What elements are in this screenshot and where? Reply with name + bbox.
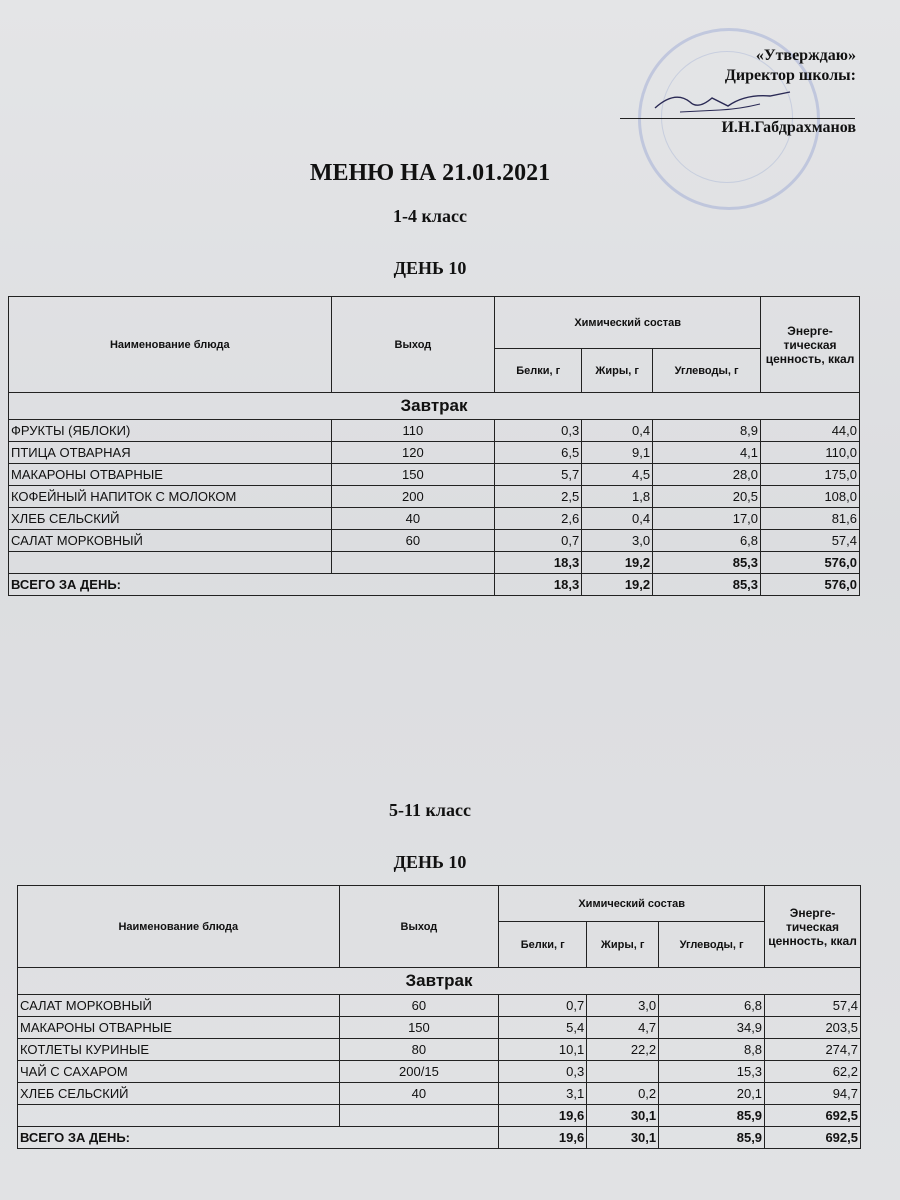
cell-name: ПТИЦА ОТВАРНАЯ [9,442,332,464]
header-output: Выход [339,886,499,968]
table-row [9,420,860,442]
cell-energy: 57,4 [765,995,861,1017]
table-row [18,995,861,1017]
cell-output: 60 [339,995,499,1017]
header-protein: Белки, г [499,922,587,968]
day-heading-2: ДЕНЬ 10 [393,852,467,872]
rows-1-4 [9,420,860,552]
cell-name: САЛАТ МОРКОВНЫЙ [9,530,332,552]
day-total-row [18,1127,861,1149]
cell-output: 60 [331,530,495,552]
cell-fat [587,1061,659,1083]
cell-output: 80 [339,1039,499,1061]
cell-carbs: 8,9 [653,420,761,442]
day-total-label: ВСЕГО ЗА ДЕНЬ: [9,574,495,596]
table-row [9,508,860,530]
subtotal-energy: 692,5 [765,1105,861,1127]
header-protein: Белки, г [495,349,582,393]
cell-name: КОТЛЕТЫ КУРИНЫЕ [18,1039,340,1061]
table-row [9,486,860,508]
table-row [18,1083,861,1105]
cell-protein: 6,5 [495,442,582,464]
table-row [18,1061,861,1083]
day-heading-1: ДЕНЬ 10 [393,258,467,278]
header-carbs: Углеводы, г [659,922,765,968]
meal-label: Завтрак [18,968,861,995]
cell-protein: 0,3 [499,1061,587,1083]
cell-protein: 0,3 [495,420,582,442]
menu-title: МЕНЮ НА 21.01.2021 [309,160,551,186]
meal-label: Завтрак [9,393,860,420]
subtotal-carbs: 85,9 [659,1105,765,1127]
approval-line1: «Утверждаю» [755,47,856,64]
cell-name: ФРУКТЫ (ЯБЛОКИ) [9,420,332,442]
cell-name: ХЛЕБ СЕЛЬСКИЙ [9,508,332,530]
cell-output: 110 [331,420,495,442]
cell-protein: 3,1 [499,1083,587,1105]
total-carbs: 85,9 [659,1127,765,1149]
cell-energy: 274,7 [765,1039,861,1061]
cell-energy: 108,0 [761,486,860,508]
cell-protein: 5,7 [495,464,582,486]
subtotal-carbs: 85,3 [653,552,761,574]
cell-energy: 203,5 [765,1017,861,1039]
cell-output: 120 [331,442,495,464]
cell-carbs: 6,8 [659,995,765,1017]
header-carbs: Углеводы, г [653,349,761,393]
cell-fat: 3,0 [582,530,653,552]
cell-output: 150 [331,464,495,486]
total-energy: 576,0 [761,574,860,596]
cell-fat: 0,4 [582,420,653,442]
cell-output: 40 [331,508,495,530]
total-protein: 19,6 [499,1127,587,1149]
cell-protein: 10,1 [499,1039,587,1061]
table-row [9,442,860,464]
header-chem: Химический состав [499,886,765,922]
cell-carbs: 8,8 [659,1039,765,1061]
grade-5-11-heading: 5-11 класс [389,800,471,820]
table-row [9,530,860,552]
subtotal-row [9,552,860,574]
cell-energy: 94,7 [765,1083,861,1105]
subtotal-fat: 19,2 [582,552,653,574]
cell-name: КОФЕЙНЫЙ НАПИТОК С МОЛОКОМ [9,486,332,508]
cell-energy: 44,0 [761,420,860,442]
cell-name: ЧАЙ С САХАРОМ [18,1061,340,1083]
cell-carbs: 17,0 [653,508,761,530]
day-total-row [9,574,860,596]
total-protein: 18,3 [495,574,582,596]
cell-carbs: 15,3 [659,1061,765,1083]
cell-fat: 1,8 [582,486,653,508]
cell-output: 200/15 [339,1061,499,1083]
header-name: Наименование блюда [18,886,340,968]
subtotal-energy: 576,0 [761,552,860,574]
cell-fat: 9,1 [582,442,653,464]
cell-energy: 81,6 [761,508,860,530]
header-chem: Химический состав [495,297,761,349]
cell-energy: 110,0 [761,442,860,464]
header-fat: Жиры, г [582,349,653,393]
approval-line2: Директор школы: [724,67,856,84]
subtotal-protein: 19,6 [499,1105,587,1127]
cell-protein: 0,7 [495,530,582,552]
menu-table-5-11 [17,885,861,1149]
header-fat: Жиры, г [587,922,659,968]
rows-5-11 [18,995,861,1105]
header-energy: Энерге-тическая ценность, ккал [761,297,860,393]
menu-table-1-4 [8,296,860,596]
grade-1-4-heading: 1-4 класс [393,206,467,226]
approval-block [725,46,856,86]
cell-output: 150 [339,1017,499,1039]
header-output: Выход [331,297,495,393]
signer-name: И.Н.Габдрахманов [721,119,856,136]
cell-name: САЛАТ МОРКОВНЫЙ [18,995,340,1017]
cell-carbs: 28,0 [653,464,761,486]
total-fat: 30,1 [587,1127,659,1149]
total-fat: 19,2 [582,574,653,596]
subtotal-protein: 18,3 [495,552,582,574]
header-energy: Энерге-тическая ценность, ккал [765,886,861,968]
total-energy: 692,5 [765,1127,861,1149]
cell-fat: 22,2 [587,1039,659,1061]
cell-energy: 175,0 [761,464,860,486]
cell-carbs: 34,9 [659,1017,765,1039]
table-row [18,1039,861,1061]
subtotal-fat: 30,1 [587,1105,659,1127]
cell-protein: 2,5 [495,486,582,508]
cell-output: 40 [339,1083,499,1105]
total-carbs: 85,3 [653,574,761,596]
cell-energy: 57,4 [761,530,860,552]
cell-fat: 0,2 [587,1083,659,1105]
cell-fat: 4,5 [582,464,653,486]
cell-carbs: 4,1 [653,442,761,464]
cell-energy: 62,2 [765,1061,861,1083]
cell-carbs: 6,8 [653,530,761,552]
director-signature [650,84,800,120]
table-row [18,1017,861,1039]
day-total-label: ВСЕГО ЗА ДЕНЬ: [18,1127,499,1149]
cell-fat: 3,0 [587,995,659,1017]
cell-name: МАКАРОНЫ ОТВАРНЫЕ [9,464,332,486]
cell-carbs: 20,5 [653,486,761,508]
cell-protein: 0,7 [499,995,587,1017]
cell-protein: 2,6 [495,508,582,530]
cell-name: МАКАРОНЫ ОТВАРНЫЕ [18,1017,340,1039]
subtotal-row [18,1105,861,1127]
cell-name: ХЛЕБ СЕЛЬСКИЙ [18,1083,340,1105]
cell-fat: 4,7 [587,1017,659,1039]
header-name: Наименование блюда [9,297,332,393]
cell-protein: 5,4 [499,1017,587,1039]
table-row [9,464,860,486]
cell-carbs: 20,1 [659,1083,765,1105]
cell-output: 200 [331,486,495,508]
cell-fat: 0,4 [582,508,653,530]
